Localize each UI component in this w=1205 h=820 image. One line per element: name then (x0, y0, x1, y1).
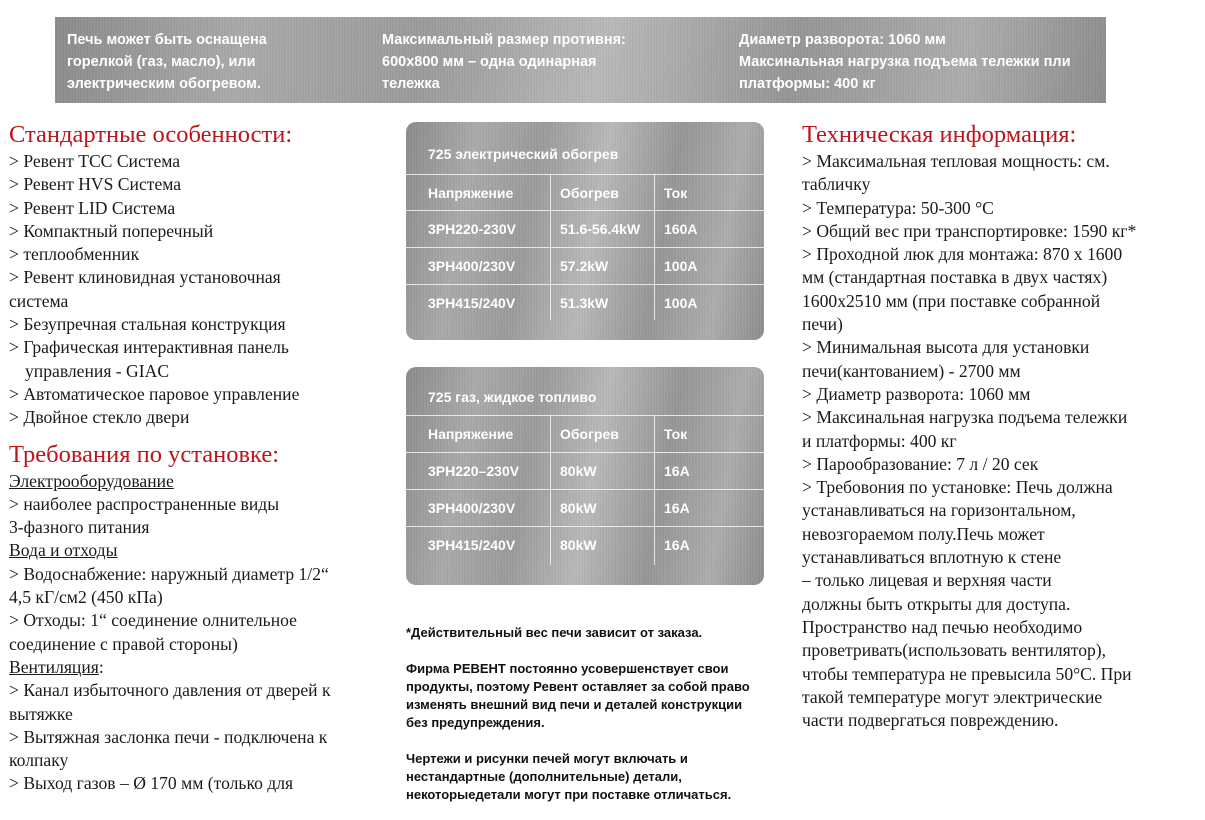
notes-block (406, 624, 796, 804)
tech-info-line: > Проходной люк для монтажа: 870 х 1600 (802, 244, 1123, 265)
banner-text: Диаметр разворота: 1060 мм (739, 32, 946, 48)
banner-text: платформы: 400 кг (739, 76, 876, 92)
drawings-note-line: Чертежи и рисунки печей могут включать и (406, 751, 688, 766)
table-header-row (406, 174, 764, 211)
cell-voltage: 3PH220–230V (428, 463, 520, 479)
company-note-line: без предупреждения. (406, 715, 545, 730)
water-item: > Отходы: 1“ соединение олнительное (9, 610, 297, 631)
tech-info-line: Пространство над печью необходимо (802, 616, 1083, 637)
tech-info-line: > Максимальная тепловая мощность: см. (802, 151, 1110, 171)
column-divider (654, 174, 655, 320)
banner-text: Максимальный размер противня: (382, 32, 626, 48)
water-item: 4,5 кГ/см2 (450 кПа) (9, 587, 163, 608)
tech-info-line: мм (стандартная поставка в двух частях) (802, 267, 1108, 288)
banner-text: Максинальная нагрузка подъема тележки пли (739, 54, 1071, 70)
top-banner (55, 17, 1106, 103)
tech-info-line: – только лицевая и верхняя части (802, 570, 1052, 591)
header-heating: Обогрев (560, 426, 619, 442)
vent-item: > Вытяжная заслонка печи - подключена к (9, 726, 328, 747)
banner-text: тележка (382, 76, 440, 92)
feature-item: > Ревент клиновидная установочная (9, 267, 281, 288)
vent-label: Вентиляция (9, 656, 99, 677)
cell-heating: 57.2kW (560, 258, 609, 274)
cell-current: 160A (664, 221, 698, 237)
tech-info-line: такой температуре могут электрические (802, 686, 1103, 707)
water-item: > Водоснабжение: наружный диаметр 1/2“ (9, 563, 329, 584)
water-item: соединение с правой стороны) (9, 633, 238, 654)
vent-item: вытяжке (9, 703, 73, 724)
feature-item: > Ревент HVS Система (9, 174, 182, 195)
tech-info-line: проветривать(использовать вентилятор), (802, 640, 1107, 661)
header-current: Ток (664, 426, 688, 442)
banner-text: Печь может быть оснащена (67, 32, 267, 48)
vent-item: > Выход газов – Ø 170 мм (только для (9, 773, 294, 794)
table-row (406, 247, 764, 285)
tech-info-line: невозгораемом полу.Печь может (802, 523, 1045, 544)
electric-table-title: 725 электрический обогрев (428, 146, 619, 162)
table-row (406, 210, 764, 248)
column-divider (550, 174, 551, 320)
tech-info-line: > Общий вес при транспортировке: 1590 кг* (802, 220, 1137, 241)
tech-info-line: > Температура: 50-300 °С (802, 197, 994, 218)
tech-info-line: 1600х2510 мм (при поставке собранной (802, 290, 1101, 311)
tech-info-line: чтобы температура не превысила 50°С. При (802, 663, 1132, 684)
feature-item: > Двойное стекло двери (9, 407, 190, 428)
feature-item: управления - GIAC (25, 360, 170, 381)
tech-info-line: > Минимальная высота для установки (802, 337, 1090, 358)
column-divider (654, 415, 655, 565)
right-column (802, 120, 1202, 732)
drawings-note-line: нестандартные (дополнительные) детали, (406, 769, 682, 784)
cell-voltage: 3PH415/240V (428, 537, 516, 553)
feature-item: > теплообменник (9, 244, 140, 265)
cell-heating: 80kW (560, 500, 597, 516)
header-current: Ток (664, 185, 688, 201)
water-label: Вода и отходы (9, 540, 118, 561)
cell-voltage: 3PH400/230V (428, 258, 516, 274)
table-row (406, 526, 764, 585)
cell-current: 100A (664, 258, 698, 274)
install-heading: Требования по установке: (9, 440, 280, 468)
header-voltage: Напряжение (428, 185, 514, 201)
cell-heating: 80kW (560, 463, 597, 479)
cell-heating: 51.3kW (560, 295, 609, 311)
feature-item: > Ревент ТСС Система (9, 151, 181, 171)
tech-info-line: печи) (802, 314, 843, 335)
features-heading: Стандартные особенности: (9, 121, 293, 148)
gas-table-title: 725 газ, жидкое топливо (428, 389, 597, 405)
vent-item: колпаку (9, 750, 69, 771)
company-note-line: продукты, поэтому Ревент оставляет за собой право (406, 679, 750, 694)
tech-info-line: печи(кантованием) - 2700 мм (802, 360, 1021, 381)
vent-label-line (9, 656, 381, 679)
tech-info-line: > Диаметр разворота: 1060 мм (802, 383, 1031, 404)
feature-item: > Безупречная стальная конструкция (9, 314, 286, 335)
left-column (9, 120, 381, 796)
header-voltage: Напряжение (428, 426, 514, 442)
banner-text: горелкой (газ, масло), или (67, 54, 256, 70)
cell-heating: 80kW (560, 537, 597, 553)
cell-heating: 51.6-56.4kW (560, 221, 641, 237)
table-row (406, 284, 764, 340)
tech-info-line: устанавливаться вплотную к стене (802, 547, 1062, 568)
banner-column-heating (67, 29, 267, 95)
tech-info-heading: Техническая информация: (802, 121, 1077, 148)
cell-current: 100A (664, 295, 698, 311)
feature-item: система (9, 290, 69, 311)
cell-current: 16A (664, 463, 690, 479)
banner-text: 600х800 мм – одна одинарная (382, 54, 597, 70)
electric-item: > наиболее распространенные виды (9, 493, 280, 514)
cell-current: 16A (664, 537, 690, 553)
tech-info-line: > Максинальная нагрузка подъема тележки (802, 407, 1128, 428)
tech-info-line: должны быть открыты для доступа. (802, 593, 1071, 614)
feature-item: > Автоматическое паровое управление (9, 383, 300, 404)
electric-item: 3-фазного питания (9, 517, 150, 538)
table-row (406, 452, 764, 490)
electric-spec-table (406, 122, 764, 340)
cell-voltage: 3PH220-230V (428, 221, 516, 237)
tech-info-line: и платформы: 400 кг (802, 430, 957, 451)
company-note-line: Фирма РЕВЕНТ постоянно усовершенствует свои (406, 661, 729, 676)
cell-voltage: 3PH400/230V (428, 500, 516, 516)
table-header-row (406, 415, 764, 453)
company-note-line: изменять внешний вид печи и деталей конструкции (406, 697, 743, 712)
cell-voltage: 3PH415/240V (428, 295, 516, 311)
feature-item: > Компактный поперечный (9, 220, 214, 241)
banner-column-tray (382, 29, 626, 95)
vent-label-colon: : (98, 656, 104, 677)
weight-note: *Действительный вес печи зависит от заказа. (406, 625, 703, 640)
banner-text: электрическим обогревом. (67, 76, 261, 92)
tech-info-line: части подвергаться повреждению. (802, 710, 1059, 731)
cell-current: 16A (664, 500, 690, 516)
tech-info-line: > Требовония по установке: Печь должна (802, 477, 1113, 498)
feature-item: > Ревент LID Система (9, 197, 176, 218)
column-divider (550, 415, 551, 565)
tech-info-line: табличку (802, 174, 871, 195)
table-row (406, 489, 764, 527)
tech-info-line: > Парообразование: 7 л / 20 сек (802, 453, 1039, 474)
gas-spec-table (406, 367, 764, 585)
vent-item: > Канал избыточного давления от дверей к (9, 680, 331, 701)
drawings-note-line: некоторыедетали могут при поставке отличаться. (406, 787, 732, 802)
banner-column-rotation (739, 29, 1071, 95)
electric-label: Электрооборудование (9, 470, 174, 491)
tech-info-line: устанавливаться на горизонтальном, (802, 500, 1076, 521)
feature-item: > Графическая интерактивная панель (9, 337, 289, 358)
header-heating: Обогрев (560, 185, 619, 201)
